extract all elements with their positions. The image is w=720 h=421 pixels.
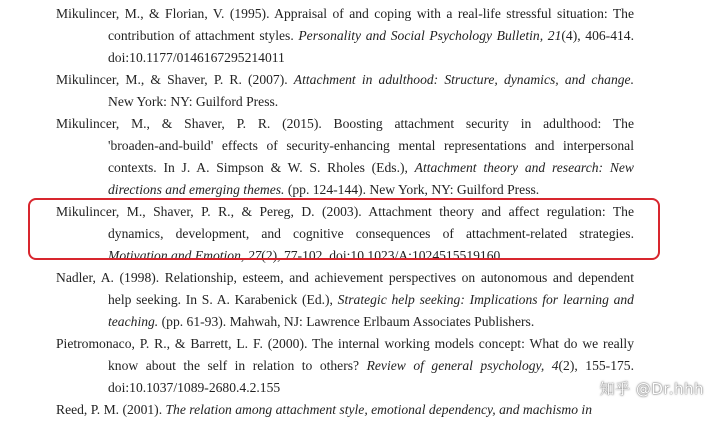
reference-line	[56, 157, 634, 179]
reference-text: know about the self in relation to others?	[108, 358, 367, 373]
reference-text: (pp. 124-144). New York, NY: Guilford Press.	[284, 182, 540, 197]
reference-entry	[56, 3, 634, 69]
reference-text: Mikulincer, M., & Florian, V. (1995). Appraisal of and coping with a real-life stressful situation: The	[56, 6, 634, 21]
reference-entry	[56, 267, 634, 333]
reference-line	[56, 245, 634, 267]
reference-text: (4), 406-414.	[561, 28, 634, 43]
reference-line	[56, 201, 634, 223]
reference-entry	[56, 69, 634, 113]
reference-text: contexts. In J. A. Simpson & W. S. Rholes (Eds.),	[108, 160, 415, 175]
reference-italic-text: directions and emerging themes.	[108, 182, 285, 197]
reference-text: (2), 155-175.	[558, 358, 634, 373]
reference-line	[56, 135, 634, 157]
reference-entry-highlighted	[56, 201, 634, 267]
reference-text: help seeking. In S. A. Karabenick (Ed.),	[108, 292, 338, 307]
reference-line	[56, 179, 634, 201]
reference-line	[56, 267, 634, 289]
reference-text: Mikulincer, M., & Shaver, P. R. (2015). Boosting attachment security in adulthood: The	[56, 116, 634, 131]
reference-italic-text: Review of general psychology, 4	[366, 358, 559, 373]
reference-line	[56, 91, 634, 113]
reference-text: Nadler, A. (1998). Relationship, esteem, and achievement perspectives on autonomous and dependent	[56, 270, 634, 285]
reference-italic-text: Attachment in adulthood: Structure, dynamics, and change.	[293, 72, 634, 87]
reference-text: New York: NY: Guilford Press.	[108, 94, 279, 109]
reference-line	[56, 289, 634, 311]
reference-entry	[56, 333, 634, 399]
reference-text: (2), 77-102. doi:10.1023/A:1024515519160	[261, 248, 501, 263]
reference-text: contribution of attachment styles.	[108, 28, 299, 43]
reference-line	[56, 69, 634, 91]
reference-italic-text: Attachment theory and research: New	[414, 160, 634, 175]
reference-line	[56, 113, 634, 135]
reference-italic-text: Motivation and Emotion, 27	[108, 248, 262, 263]
reference-italic-text: teaching.	[108, 314, 159, 329]
reference-italic-text: Personality and Social Psychology Bulletin, 21	[298, 28, 562, 43]
reference-line	[56, 3, 634, 25]
reference-text: (pp. 61-93). Mahwah, NJ: Lawrence Erlbaum Associates Publishers.	[158, 314, 535, 329]
reference-line	[56, 311, 634, 333]
reference-text: Mikulincer, M., & Shaver, P. R. (2007).	[56, 72, 294, 87]
reference-text: Reed, P. M. (2001).	[56, 402, 166, 417]
reference-italic-text: The relation among attachment style, emotional dependency, and machismo in	[165, 402, 592, 417]
reference-line	[56, 333, 634, 355]
watermark: 知乎 @Dr.hhh	[599, 380, 704, 398]
reference-text: doi:10.1037/1089-2680.4.2.155	[108, 380, 281, 395]
reference-text: Mikulincer, M., Shaver, P. R., & Pereg, D. (2003). Attachment theory and affect regulation: The	[56, 204, 634, 219]
reference-text: dynamics, development, and cognitive consequences of attachment-related strategies.	[108, 226, 634, 241]
reference-line	[56, 25, 634, 47]
reference-entry	[56, 113, 634, 201]
reference-italic-text: Strategic help seeking: Implications for learning and	[337, 292, 634, 307]
reference-text: 'broaden-and-build' effects of security-enhancing mental representations and interpersonal	[108, 138, 634, 153]
reference-line	[56, 223, 634, 245]
reference-text: Pietromonaco, P. R., & Barrett, L. F. (2000). The internal working models concept: What do we really	[56, 336, 634, 351]
reference-text: doi:10.1177/0146167295214011	[108, 50, 285, 65]
reference-line	[56, 377, 634, 399]
reference-line	[56, 355, 634, 377]
reference-line	[56, 47, 634, 69]
